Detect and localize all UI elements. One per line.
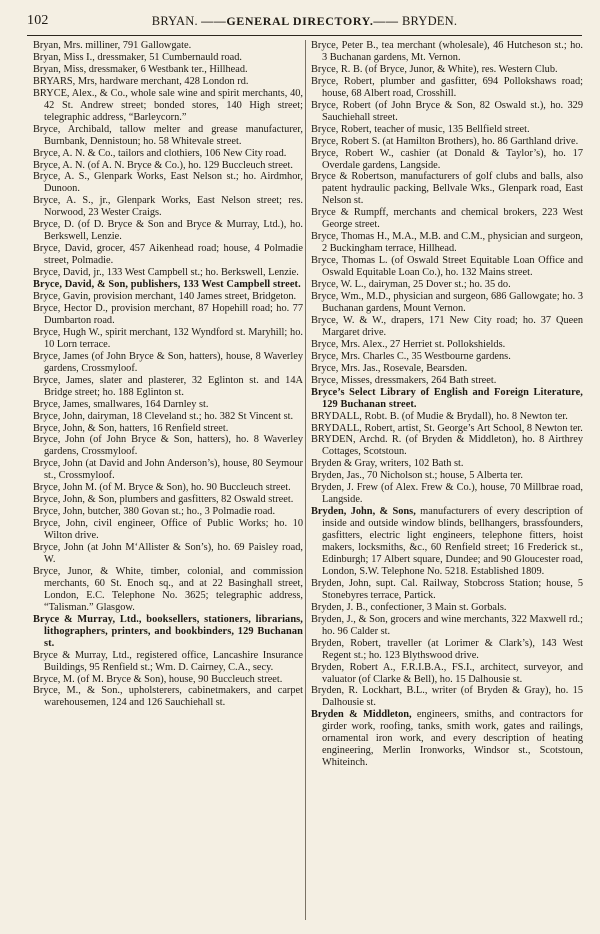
running-title <box>27 14 582 29</box>
directory-entry: Bryden & Gray, writers, 102 Bath st. <box>311 458 464 470</box>
directory-entry: Bryce, W. & W., drapers, 171 New City road; ho. 37 Queen Margaret drive. <box>311 314 583 338</box>
directory-entry: Bryce, M. (of M. Bryce & Son), house, 90 Buccleuch street. <box>33 673 283 685</box>
right-column <box>311 40 583 769</box>
directory-entry: Bryden, John, supt. Cal. Railway, Stobcross Station; house, 5 Stonebyres terrace, Partick. <box>311 577 583 601</box>
directory-entry: BRYDALL, Robert, artist, St. George’s Art School, 8 Newton ter. <box>311 422 583 434</box>
directory-entry: Bryce, Hector D., provision merchant, 87 Hopehill road; ho. 77 Dumbarton road. <box>33 302 303 326</box>
header-left-name: BRYAN. <box>151 14 198 28</box>
directory-entry: BRYDEN, Archd. R. (of Bryden & Middleton), ho. 8 Airthrey Cottages, Scotstoun. <box>311 434 583 458</box>
directory-entry: Bryce, John (of John Bryce & Son, hatters), ho. 8 Waverley gardens, Crossmyloof. <box>33 434 303 458</box>
directory-entry: Bryden, J. Frew (of Alex. Frew & Co.), house, 70 Millbrae road, Langside. <box>311 482 583 506</box>
page-number: 102 <box>27 13 49 28</box>
directory-entry: BRYCE, Alex., & Co., whole sale wine and spirit merchants, 40, 42 St. Andrew street; bonded stores, 140 High street; telegraphic address, “Barleycorn.” <box>33 87 303 123</box>
directory-entry: Bryce, John, butcher, 380 Govan st.; ho., 3 Polmadie road. <box>33 506 276 518</box>
directory-entry: Bryce, John (at David and John Anderson’s), house, 80 Seymour st., Crossmyloof. <box>33 458 303 482</box>
directory-entry: Bryce & Rumpff, merchants and chemical brokers, 223 West George street. <box>311 207 583 231</box>
directory-entry: Bryce, Robert S. (at Hamilton Brothers), ho. 86 Garthland drive. <box>311 135 579 147</box>
header-rule <box>27 35 582 36</box>
directory-entry: Bryce, John, civil engineer, Office of Public Works; ho. 10 Wilton drive. <box>33 518 303 542</box>
directory-entry: Bryce, W. L., dairyman, 25 Dover st.; ho. 35 do. <box>311 279 511 291</box>
directory-entry: Bryce, Wm., M.D., physician and surgeon, 686 Gallowgate; ho. 3 Buchanan gardens, Mount Vernon. <box>311 291 583 314</box>
running-header <box>27 13 582 31</box>
directory-entry: Bryce, Robert W., cashier (at Donald & Taylor’s), ho. 17 Overdale gardens, Langside. <box>311 147 583 171</box>
directory-entry: Bryce, David, & Son, publishers, 133 West Campbell street. <box>33 279 301 291</box>
directory-entry: Bryce, James, smallwares, 164 Darnley st. <box>33 398 209 410</box>
directory-entry: Bryce, Thomas H., M.A., M.B. and C.M., physician and surgeon, 2 Buckingham terrace, Hillhead. <box>311 231 583 255</box>
directory-entry: Bryce, Hugh W., spirit merchant, 132 Wyndford st. Maryhill; ho. 10 Lorn terrace. <box>33 326 303 350</box>
entry-bold-name: Bryden, John, & Sons, <box>311 506 416 518</box>
directory-entry: Bryce, Peter B., tea merchant (wholesale), 46 Hutcheson st.; ho. 3 Buchanan gardens, Mt. Vernon. <box>311 40 583 63</box>
directory-entry: Bryce, D. (of D. Bryce & Son and Bryce & Murray, Ltd.), ho. Berkswell, Lenzie. <box>33 219 303 243</box>
directory-entry: Bryce, Archibald, tallow melter and grease manufacturer, Burnbank, Dennistoun; ho. 58 Whitevale street. <box>33 123 303 147</box>
directory-entry: Bryden, R. Lockhart, B.L., writer (of Bryden & Gray), ho. 15 Dalhousie st. <box>311 685 583 709</box>
directory-entry: Bryce, Robert (of John Bryce & Son, 82 Oswald st.), ho. 329 Sauchiehall street. <box>311 99 583 123</box>
directory-entry: BRYARS, Mrs, hardware merchant, 428 London rd. <box>33 75 249 87</box>
directory-entry: Bryce, A. S., jr., Glenpark Works, East Nelson street; res. Norwood, 23 Wester Craigs. <box>33 195 303 219</box>
directory-entry: Bryce, A. S., Glenpark Works, East Nelson st.; ho. Airdmhor, Dunoon. <box>33 171 303 195</box>
directory-entry: Bryce, A. N. & Co., tailors and clothiers, 106 New City road. <box>33 147 287 159</box>
directory-entry: Bryce & Murray, Ltd., registered office, Lancashire Insurance Buildings, 95 Renfield st.; Wm. D. Cairney, C.A., secy. <box>33 649 303 673</box>
directory-entry: Bryan, Mrs. milliner, 791 Gallowgate. <box>33 40 192 51</box>
directory-entry: Bryce, David, grocer, 457 Aikenhead road; house, 4 Polmadie street, Polmadie. <box>33 243 303 267</box>
directory-entry: Bryan, Miss I., dressmaker, 51 Cumbernauld road. <box>33 51 243 63</box>
directory-entry: Bryce, Mrs. Jas., Rosevale, Bearsden. <box>311 362 468 374</box>
entry-bold-name: Bryden & Middleton, <box>311 709 412 721</box>
directory-entry: Bryce, Mrs. Charles C., 35 Westbourne gardens. <box>311 350 511 362</box>
directory-entry: Bryden, Robert A., F.R.I.B.A., FS.I., architect, surveyor, and valuator (of Clarke & Bell), ho. 15 Dalhousie st. <box>311 661 583 685</box>
directory-entry: Bryce, John, & Son, hatters, 16 Renfield street. <box>33 422 229 434</box>
directory-entry: Bryden, J., & Son, grocers and wine merchants, 322 Maxwell rd.; ho. 96 Calder st. <box>311 613 583 637</box>
directory-entry: Bryce, Junor, & White, timber, colonial, and commission merchants, 60 St. Enoch sq., and at 22 Basinghall street, London, E.C. Telephone No. 3625; telegraphic address, “Talisman.” Glasgow. <box>33 565 303 613</box>
directory-entry: Bryce & Murray, Ltd., booksellers, stationers, librarians, lithographers, printers, and bookbinders, 129 Buchanan st. <box>33 613 303 649</box>
header-title: ——GENERAL DIRECTORY.—— <box>201 14 399 28</box>
directory-entry: Bryce, Thomas L. (of Oswald Street Equitable Loan Office and Oswald Equitable Loan Co.), ho. 132 Mains street. <box>311 255 583 279</box>
directory-entry: Bryce, R. B. (of Bryce, Junor, & White), res. Western Club. <box>311 63 558 75</box>
directory-entry: Bryden, Jas., 70 Nicholson st.; house, 5 Alberta ter. <box>311 470 524 482</box>
directory-entry: Bryce, David, jr., 133 West Campbell st.; ho. Berkswell, Lenzie. <box>33 267 299 279</box>
directory-entry: Bryden & Middleton, engineers, smiths, and contractors for girder work, roofing, tanks, smith work, gates and railings, ornamental iron work, and every description of heating engineering, Merlin Ironworks, Windsor st., Scotstoun, Whiteinch. <box>311 709 583 769</box>
directory-entry: Bryce’s Select Library of English and Foreign Literature, 129 Buchanan street. <box>311 386 583 410</box>
directory-entry: BRYDALL, Robt. B. (of Mudie & Brydall), ho. 8 Newton ter. <box>311 410 568 422</box>
directory-entry: Bryden, J. B., confectioner, 3 Main st. Gorbals. <box>311 601 507 613</box>
directory-entry: Bryce, Robert, teacher of music, 135 Bellfield street. <box>311 123 530 135</box>
column-divider <box>305 40 306 920</box>
directory-entry: Bryden, John, & Sons, manufacturers of every description of inside and outside window blinds, bellhangers, brassfounders, gasfitters, electric light engineers, telephone fitters, hoist makers, locksmiths, &c., 60 Renfield street; 16 Frederick st., Edinburgh; 17 Albert square, Dundee; and 90 Gloucester road, London, S.W. Telephone No. 5218. Established 1809. <box>311 506 583 577</box>
directory-entry: Bryden, Robert, traveller (at Lorimer & Clark’s), 143 West Regent st.; ho. 123 Blythswood drive. <box>311 637 583 661</box>
directory-entry: Bryan, Miss, dressmaker, 6 Westbank ter., Hillhead. <box>33 63 248 75</box>
directory-entry: Bryce, Gavin, provision merchant, 140 James street, Bridgeton. <box>33 291 297 303</box>
header-right-name: BRYDEN. <box>401 14 458 28</box>
directory-entry: Bryce, John, & Son, plumbers and gasfitters, 82 Oswald street. <box>33 494 294 506</box>
directory-entry: Bryce, James (of John Bryce & Son, hatters), house, 8 Waverley gardens, Crossmyloof. <box>33 350 303 374</box>
directory-entry: Bryce, John (at John M‘Allister & Son’s), ho. 69 Paisley road, W. <box>33 542 303 565</box>
directory-entry: Bryce, John, dairyman, 18 Cleveland st.; ho. 382 St Vincent st. <box>33 410 294 422</box>
directory-entry: Bryce, Robert, plumber and gasfitter, 694 Pollokshaws road; house, 68 Albert road, Crosshill. <box>311 75 583 99</box>
left-column <box>33 40 303 709</box>
directory-entry: Bryce, John M. (of M. Bryce & Son), ho. 90 Buccleuch street. <box>33 482 291 494</box>
directory-entry: Bryce, A. N. (of A. N. Bryce & Co.), ho. 129 Buccleuch street. <box>33 159 293 171</box>
directory-entry: Bryce, Misses, dressmakers, 264 Bath street. <box>311 374 497 386</box>
directory-entry: Bryce, M., & Son., upholsterers, cabinetmakers, and carpet warehousemen, 124 and 126 Sauchiehall st. <box>33 685 303 709</box>
directory-entry: Bryce & Robertson, manufacturers of golf clubs and balls, also patent hydraulic packing, Bellvale Wks., Glenpark road, East Nelson st. <box>311 171 583 207</box>
directory-entry: Bryce, James, slater and plasterer, 32 Eglinton st. and 14A Bridge street; ho. 188 Eglinton st. <box>33 374 303 398</box>
directory-entry: Bryce, Mrs. Alex., 27 Herriet st. Pollokshields. <box>311 338 506 350</box>
